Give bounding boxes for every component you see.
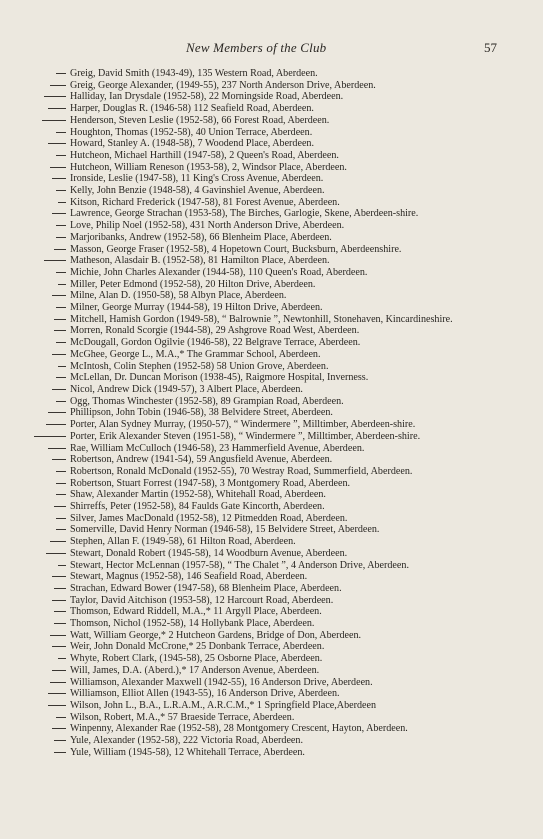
list-item <box>36 454 507 466</box>
list-item <box>36 185 507 197</box>
pencil-tick-mark <box>54 623 66 624</box>
member-entry-text: Winpenny, Alexander Rae (1952-58), 28 Montgomery Crescent, Hayton, Aberdeen. <box>70 723 408 735</box>
member-entry-text: Williamson, Alexander Maxwell (1942-55), 16 Anderson Drive, Aberdeen. <box>70 676 373 688</box>
pencil-tick-mark <box>46 553 66 554</box>
list-item <box>36 220 507 232</box>
list-item <box>36 653 507 665</box>
member-entry-text: Morren, Ronald Scorgie (1944-58), 29 Ashgrove Road West, Aberdeen. <box>70 325 360 337</box>
list-item <box>36 115 507 127</box>
member-entry-text: McDougall, Gordon Ogilvie (1946-58), 22 Belgrave Terrace, Aberdeen. <box>70 337 361 349</box>
list-item <box>36 501 507 513</box>
list-item <box>36 536 507 548</box>
list-item <box>36 560 507 572</box>
pencil-tick-mark <box>42 120 66 121</box>
pencil-tick-mark <box>56 190 66 191</box>
list-item <box>36 571 507 583</box>
pencil-tick-mark <box>52 600 66 601</box>
member-entry-text: Wilson, John L., B.A., L.R.A.M., A.R.C.M.,* 1 Springfield Place,Aberdeen <box>70 699 377 711</box>
member-entry-text: Miller, Peter Edmond (1952-58), 20 Hilton Drive, Aberdeen. <box>70 278 316 290</box>
list-item <box>36 138 507 150</box>
pencil-tick-mark <box>52 670 66 671</box>
pencil-tick-mark <box>52 646 66 647</box>
member-entry-text: Williamson, Elliot Allen (1943-55), 16 Anderson Drive, Aberdeen. <box>70 688 340 700</box>
member-entry-text: McIntosh, Colin Stephen (1952-58) 58 Union Grove, Aberdeen. <box>70 360 329 372</box>
list-item <box>36 443 507 455</box>
pencil-tick-mark <box>52 213 66 214</box>
list-item <box>36 407 507 419</box>
pencil-tick-mark <box>50 167 66 168</box>
pencil-tick-mark <box>54 752 66 753</box>
list-item <box>36 208 507 220</box>
pencil-tick-mark <box>58 284 66 285</box>
list-item <box>36 630 507 642</box>
member-entry-text: Greig, David Smith (1943-49), 135 Western Road, Aberdeen. <box>70 68 318 79</box>
running-title: New Members of the Club <box>186 40 327 55</box>
pencil-tick-mark <box>50 541 66 542</box>
list-item <box>36 700 507 712</box>
pencil-tick-mark <box>56 307 66 308</box>
list-item <box>36 677 507 689</box>
member-entry-text: Shirreffs, Peter (1952-58), 84 Faulds Gate Kincorth, Aberdeen. <box>70 501 325 513</box>
pencil-tick-mark <box>56 272 66 273</box>
pencil-tick-mark <box>54 249 66 250</box>
list-item <box>36 197 507 209</box>
pencil-tick-mark <box>56 73 66 74</box>
member-entry-text: Weir, John Donald McCrone,* 25 Donbank Terrace, Aberdeen. <box>70 641 325 653</box>
pencil-tick-mark <box>56 471 66 472</box>
pencil-tick-mark <box>56 494 66 495</box>
list-item <box>36 302 507 314</box>
list-item <box>36 290 507 302</box>
list-item <box>36 91 507 103</box>
pencil-tick-mark <box>56 342 66 343</box>
list-item <box>36 489 507 501</box>
list-item <box>36 723 507 735</box>
list-item <box>36 361 507 373</box>
member-entry-text: Stewart, Magnus (1952-58), 146 Seafield Road, Aberdeen. <box>70 571 308 583</box>
member-entry-text: Greig, George Alexander, (1949-55), 237 North Anderson Drive, Aberdeen. <box>70 79 376 91</box>
member-entry-text: Whyte, Robert Clark, (1945-58), 25 Osborne Place, Aberdeen. <box>70 653 323 665</box>
pencil-tick-mark <box>48 143 66 144</box>
pencil-tick-mark <box>48 108 66 109</box>
pencil-tick-mark <box>44 260 66 261</box>
member-entry-text: Robertson, Andrew (1941-54), 59 Angusfield Avenue, Aberdeen. <box>70 454 333 466</box>
member-entry-text: Masson, George Fraser (1952-58), 4 Hopetown Court, Bucksburn, Aberdeenshire. <box>70 243 402 255</box>
member-entry-text: Stewart, Donald Robert (1945-58), 14 Woodburn Avenue, Aberdeen. <box>70 547 348 559</box>
member-entry-text: Nicol, Andrew Dick (1949-57), 3 Albert Place, Aberdeen. <box>70 383 303 395</box>
pencil-tick-mark <box>56 155 66 156</box>
member-entry-text: Robertson, Stuart Forrest (1947-58), 3 Montgomery Road, Aberdeen. <box>70 477 351 489</box>
list-item <box>36 513 507 525</box>
pencil-tick-mark <box>58 202 66 203</box>
pencil-tick-mark <box>48 448 66 449</box>
member-entry-text: Marjoribanks, Andrew (1952-58), 66 Blenheim Place, Aberdeen. <box>70 231 332 243</box>
pencil-tick-mark <box>56 377 66 378</box>
pencil-tick-mark <box>52 576 66 577</box>
pencil-tick-mark <box>58 658 66 659</box>
list-item <box>36 314 507 326</box>
page-number: 57 <box>484 40 497 55</box>
member-entry-text: Hutcheon, Michael Harthill (1947-58), 2 Queen's Road, Aberdeen. <box>70 149 339 161</box>
member-entry-text: Shaw, Alexander Martin (1952-58), Whitehall Road, Aberdeen. <box>70 489 326 501</box>
member-list <box>36 68 507 758</box>
list-item <box>36 419 507 431</box>
member-entry-text: Hutcheon, William Reneson (1953-58), 2, Windsor Place, Aberdeen. <box>70 161 347 173</box>
list-item <box>36 372 507 384</box>
member-entry-text: Watt, William George,* 2 Hutcheon Gardens, Bridge of Don, Aberdeen. <box>70 629 362 641</box>
pencil-tick-mark <box>56 518 66 519</box>
list-item <box>36 127 507 139</box>
member-entry-text: Strachan, Edward Bower (1947-58), 68 Blenheim Place, Aberdeen. <box>70 582 342 594</box>
member-entry-text: McGhee, George L., M.A.,* The Grammar School, Aberdeen. <box>70 348 321 360</box>
list-item <box>36 267 507 279</box>
list-item <box>36 747 507 759</box>
pencil-tick-mark <box>58 366 66 367</box>
list-item <box>36 548 507 560</box>
member-entry-text: Thomson, Edward Riddell, M.A.,* 11 Argyll Place, Aberdeen. <box>70 606 322 618</box>
list-item <box>36 337 507 349</box>
pencil-tick-mark <box>48 693 66 694</box>
list-item <box>36 244 507 256</box>
list-item <box>36 384 507 396</box>
member-entry-text: Love, Philip Noel (1952-58), 431 North Anderson Drive, Aberdeen. <box>70 220 345 232</box>
member-entry-text: Somerville, David Henry Norman (1946-58), 15 Belvidere Street, Aberdeen. <box>70 524 380 536</box>
list-item <box>36 103 507 115</box>
pencil-tick-mark <box>56 225 66 226</box>
member-entry-text: Houghton, Thomas (1952-58), 40 Union Terrace, Aberdeen. <box>70 126 313 138</box>
pencil-tick-mark <box>50 682 66 683</box>
list-item <box>36 688 507 700</box>
list-item <box>36 150 507 162</box>
list-item <box>36 68 507 80</box>
member-entry-text: Phillipson, John Tobin (1946-58), 38 Belvidere Street, Aberdeen. <box>70 407 333 419</box>
member-entry-text: Rae, William McCulloch (1946-58), 23 Hammerfield Avenue, Aberdeen. <box>70 442 365 454</box>
list-item <box>36 279 507 291</box>
pencil-tick-mark <box>54 611 66 612</box>
pencil-tick-mark <box>34 436 66 437</box>
pencil-tick-mark <box>56 529 66 530</box>
member-entry-text: Howard, Stanley A. (1948-58), 7 Woodend Place, Aberdeen. <box>70 138 314 150</box>
pencil-tick-mark <box>56 401 66 402</box>
member-entry-text: Taylor, David Aitchison (1953-58), 12 Harcourt Road, Aberdeen. <box>70 594 334 606</box>
list-item <box>36 641 507 653</box>
list-item <box>36 606 507 618</box>
list-item <box>36 735 507 747</box>
member-entry-text: Porter, Erik Alexander Steven (1951-58), “ Windermere ”, Milltimber, Aberdeen-shire. <box>70 430 421 442</box>
member-entry-text: Henderson, Steven Leslie (1952-58), 66 Forest Road, Aberdeen. <box>70 114 330 126</box>
pencil-tick-mark <box>56 717 66 718</box>
pencil-tick-mark <box>48 412 66 413</box>
page-header <box>36 40 507 62</box>
pencil-tick-mark <box>44 96 66 97</box>
pencil-tick-mark <box>58 565 66 566</box>
member-entry-text: Yule, Alexander (1952-58), 222 Victoria Road, Aberdeen. <box>70 735 303 747</box>
list-item <box>36 524 507 536</box>
member-entry-text: Matheson, Alasdair B. (1952-58), 81 Hamilton Place, Aberdeen. <box>70 255 330 267</box>
pencil-tick-mark <box>54 588 66 589</box>
pencil-tick-mark <box>46 424 66 425</box>
list-item <box>36 466 507 478</box>
list-item <box>36 583 507 595</box>
pencil-tick-mark <box>52 354 66 355</box>
list-item <box>36 665 507 677</box>
member-entry-text: McLellan, Dr. Duncan Morison (1938-45), Raigmore Hospital, Inverness. <box>70 372 369 384</box>
member-entry-text: Wilson, Robert, M.A.,* 57 Braeside Terrace, Aberdeen. <box>70 711 295 723</box>
member-entry-text: Ogg, Thomas Winchester (1952-58), 89 Grampian Road, Aberdeen. <box>70 395 344 407</box>
list-item <box>36 232 507 244</box>
member-entry-text: Harper, Douglas R. (1946-58) 112 Seafield Road, Aberdeen. <box>70 103 314 115</box>
member-entry-text: Stephen, Allan F. (1949-58), 61 Hilton Road, Aberdeen. <box>70 536 296 548</box>
pencil-tick-mark <box>50 635 66 636</box>
member-entry-text: Michie, John Charles Alexander (1944-58), 110 Queen's Road, Aberdeen. <box>70 266 368 278</box>
member-entry-text: Silver, James MacDonald (1952-58), 12 Pitmedden Road, Aberdeen. <box>70 512 348 524</box>
member-entry-text: Robertson, Ronald McDonald (1952-55), 70 Westray Road, Summerfield, Aberdeen. <box>70 465 413 477</box>
member-entry-text: Will, James, D.A. (Aberd.),* 17 Anderson Avenue, Aberdeen. <box>70 664 320 676</box>
pencil-tick-mark <box>52 389 66 390</box>
member-entry-text: Lawrence, George Strachan (1953-58), The Birches, Garlogie, Skene, Aberdeen-shire. <box>70 208 419 220</box>
list-item <box>36 478 507 490</box>
pencil-tick-mark <box>52 728 66 729</box>
pencil-tick-mark <box>56 483 66 484</box>
list-item <box>36 173 507 185</box>
pencil-tick-mark <box>52 459 66 460</box>
pencil-tick-mark <box>50 85 66 86</box>
list-item <box>36 80 507 92</box>
pencil-tick-mark <box>56 132 66 133</box>
pencil-tick-mark <box>54 506 66 507</box>
list-item <box>36 595 507 607</box>
member-entry-text: Yule, William (1945-58), 12 Whitehall Terrace, Aberdeen. <box>70 746 305 758</box>
member-entry-text: Milner, George Murray (1944-58), 19 Hilton Drive, Aberdeen. <box>70 302 323 314</box>
list-item <box>36 712 507 724</box>
member-entry-text: Stewart, Hector McLennan (1957-58), “ The Chalet ”, 4 Anderson Drive, Aberdeen. <box>70 559 409 571</box>
member-entry-text: Mitchell, Hamish Gordon (1949-58), “ Balrownie ”, Newtonhill, Stonehaven, Kincardineshire. <box>70 313 453 325</box>
member-entry-text: Kitson, Richard Frederick (1947-58), 81 Forest Avenue, Aberdeen. <box>70 196 340 208</box>
pencil-tick-mark <box>54 330 66 331</box>
list-item <box>36 431 507 443</box>
list-item <box>36 255 507 267</box>
pencil-tick-mark <box>48 705 66 706</box>
member-entry-text: Thomson, Nichol (1952-58), 14 Hollybank Place, Aberdeen. <box>70 618 315 630</box>
list-item <box>36 325 507 337</box>
list-item <box>36 162 507 174</box>
pencil-tick-mark <box>56 237 66 238</box>
pencil-tick-mark <box>52 295 66 296</box>
member-entry-text: Porter, Alan Sydney Murray, (1950-57), “ Windermere ”, Milltimber, Aberdeen-shire. <box>70 419 416 431</box>
pencil-tick-mark <box>54 319 66 320</box>
pencil-tick-mark <box>52 178 66 179</box>
member-entry-text: Ironside, Leslie (1947-58), 11 King's Cross Avenue, Aberdeen. <box>70 173 324 185</box>
list-item <box>36 349 507 361</box>
list-item <box>36 618 507 630</box>
member-entry-text: Milne, Alan D. (1950-58), 58 Albyn Place, Aberdeen. <box>70 290 287 302</box>
list-item <box>36 396 507 408</box>
member-entry-text: Halliday, Ian Drysdale (1952-58), 22 Morningside Road, Aberdeen. <box>70 91 344 103</box>
member-entry-text: Kelly, John Benzie (1948-58), 4 Gavinshiel Avenue, Aberdeen. <box>70 185 325 197</box>
pencil-tick-mark <box>54 740 66 741</box>
